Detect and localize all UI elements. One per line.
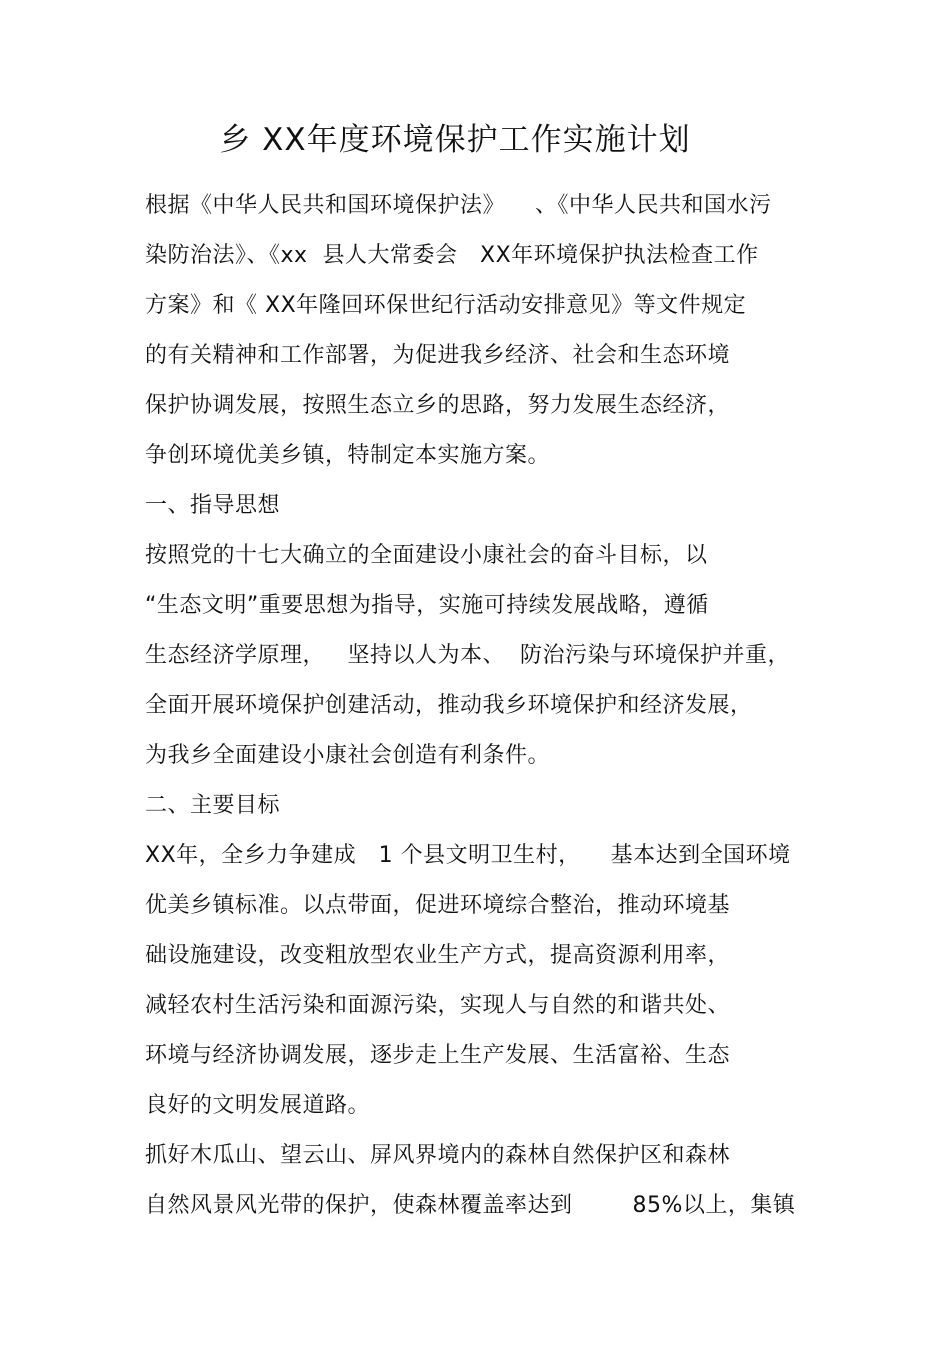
body-line: 础设施建设，改变粗放型农业生产方式，提高资源利用率，: [145, 943, 731, 968]
section-heading: 一、指导思想: [145, 493, 281, 518]
body-line: 自然风景风光带的保护，使森林覆盖率达到 85%以上，集镇: [145, 1193, 796, 1218]
body-line: 生态经济学原理， 坚持以人为本、 防治污染与环境保护并重，: [145, 643, 790, 668]
body-line: 根据《中华人民共和国环境保护法》 、《中华人民共和国水污: [145, 193, 772, 218]
body-line: 的有关精神和工作部署，为促进我乡经济、社会和生态环境: [145, 343, 731, 368]
body-line: 减轻农村生活污染和面源污染，实现人与自然的和谐共处、: [145, 993, 731, 1018]
body-line: 争创环境优美乡镇，特制定本实施方案。: [145, 443, 551, 468]
body-line: XX年，全乡力争建成 1 个县文明卫生村， 基本达到全国环境: [145, 843, 791, 868]
body-line: 环境与经济协调发展，逐步走上生产发展、生活富裕、生态: [145, 1043, 731, 1068]
document-title: 乡 XX年度环境保护工作实施计划: [219, 122, 691, 158]
body-line: 抓好木瓜山、望云山、屏风界境内的森林自然保护区和森林: [145, 1143, 731, 1168]
body-line: “生态文明”重要思想为指导，实施可持续发展战略，遵循: [145, 593, 709, 618]
body-line: 染防治法》、《xx 县人大常委会 XX年环境保护执法检查工作: [145, 243, 759, 268]
body-line: 为我乡全面建设小康社会创造有利条件。: [145, 743, 551, 768]
body-line: 方案》和《 XX年隆回环保世纪行活动安排意见》等文件规定: [145, 293, 747, 318]
body-line: 优美乡镇标准。以点带面，促进环境综合整治，推动环境基: [145, 893, 731, 918]
section-heading: 二、主要目标: [145, 793, 281, 818]
body-line: 良好的文明发展道路。: [145, 1093, 371, 1118]
body-line: 全面开展环境保护创建活动，推动我乡环境保护和经济发展，: [145, 693, 753, 718]
body-line: 保护协调发展，按照生态立乡的思路，努力发展生态经济，: [145, 393, 731, 418]
body-line: 按照党的十七大确立的全面建设小康社会的奋斗目标，以: [145, 543, 708, 568]
